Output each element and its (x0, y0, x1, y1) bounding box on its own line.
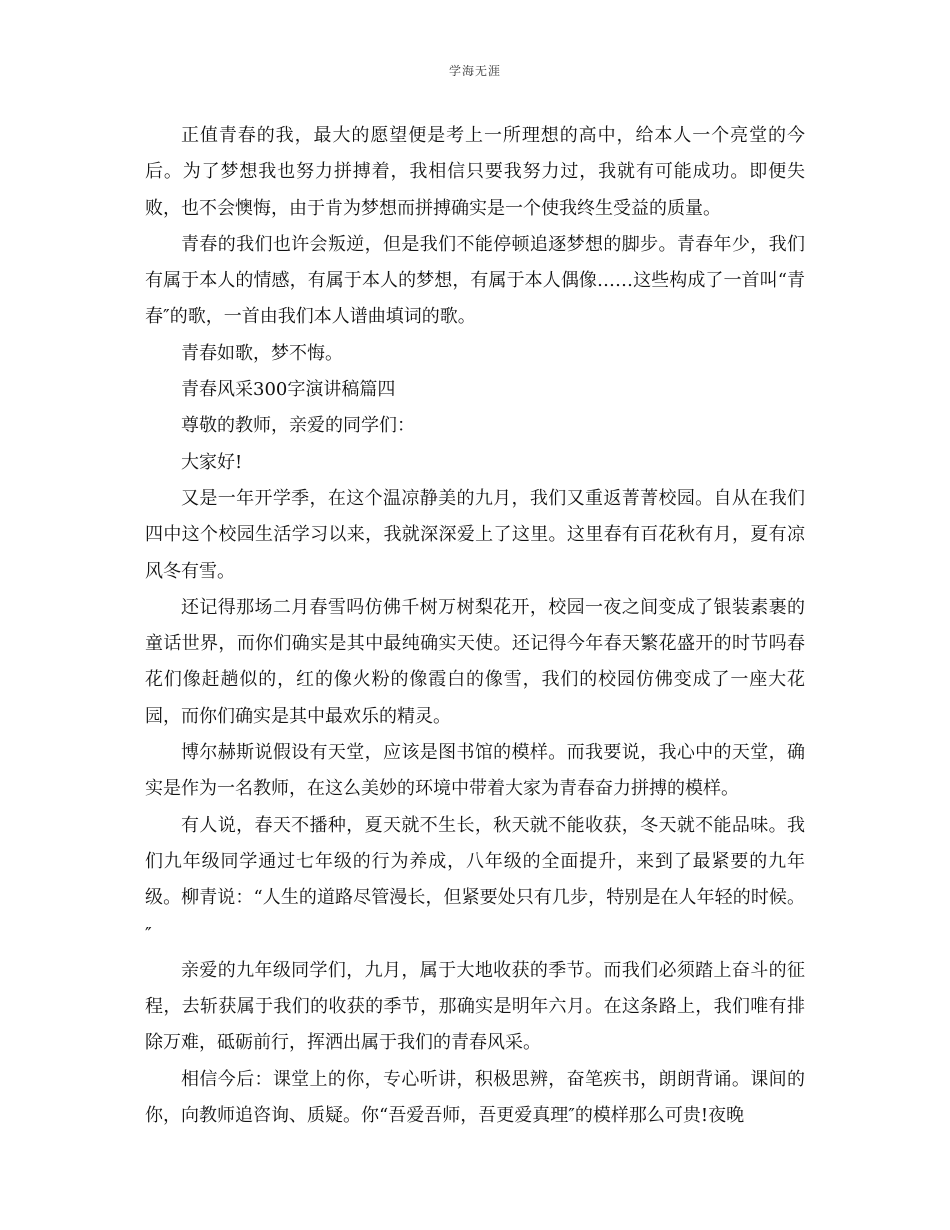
section-title: 青春风采300字演讲稿篇四 (181, 379, 396, 401)
paragraph: 又是一年开学季，在这个温凉静美的九月，我们又重返菁菁校园。自从在我们四中这个校园生活学习以来，我就深深爱上了这里。这里春有百花秋有月，夏有凉风冬有雪。 (145, 487, 805, 582)
greeting: 大家好! (181, 451, 243, 473)
paragraph: 还记得那场二月春雪吗仿佛千树万树梨花开，校园一夜之间变成了银装素裹的童话世界，而你们确实是其中最纯确实天使。还记得今年春天繁花盛开的时节吗春花们像赶趟似的，红的像火粉的像霞白的像雪，我们的校园仿佛变成了一座大花园，而你们确实是其中最欢乐的精灵。 (145, 596, 805, 727)
paragraph: 青春的我们也许会叛逆，但是我们不能停顿追逐梦想的脚步。青春年少，我们有属于本人的情感，有属于本人的梦想，有属于本人偶像……这些构成了一首叫“青春″的歌，一首由我们本人谱曲填词的歌。 (145, 233, 805, 328)
paragraph: 博尔赫斯说假设有天堂，应该是图书馆的模样。而我要说，我心中的天堂，确实是作为一名教师，在这么美妙的环境中带着大家为青春奋力拼搏的模样。 (145, 742, 805, 800)
page-header: 学海无涯 (448, 64, 501, 78)
paragraph: 亲爱的九年级同学们，九月，属于大地收获的季节。而我们必须踏上奋斗的征程，去斩获属于我们的收获的季节，那确实是明年六月。在这条路上，我们唯有排除万难，砥砺前行，挥洒出属于我们的青春风采。 (145, 959, 805, 1054)
paragraph: 青春如歌，梦不悔。 (181, 342, 343, 364)
document-body (145, 118, 805, 1134)
paragraph: 有人说，春天不播种，夏天就不生长，秋天就不能收获，冬天就不能品味。我们九年级同学通过七年级的行为养成，八年级的全面提升，来到了最紧要的九年级。柳青说：“人生的道路尽管漫长，但紧要处只有几步，特别是在人年轻的时候。″ (145, 814, 805, 945)
salutation: 尊敬的教师，亲爱的同学们： (181, 415, 415, 437)
paragraph: 相信今后：课堂上的你，专心听讲，积极思辨，奋笔疾书，朗朗背诵。课间的你，向教师追咨询、质疑。你“吾爱吾师，吾更爱真理″的模样那么可贵!夜晚 (145, 1068, 805, 1127)
paragraph: 正值青春的我，最大的愿望便是考上一所理想的高中，给本人一个亮堂的今后。为了梦想我也努力拼搏着，我相信只要我努力过，我就有可能成功。即便失败，也不会懊悔，由于肯为梦想而拼搏确实是一个使我终生受益的质量。 (145, 125, 805, 219)
